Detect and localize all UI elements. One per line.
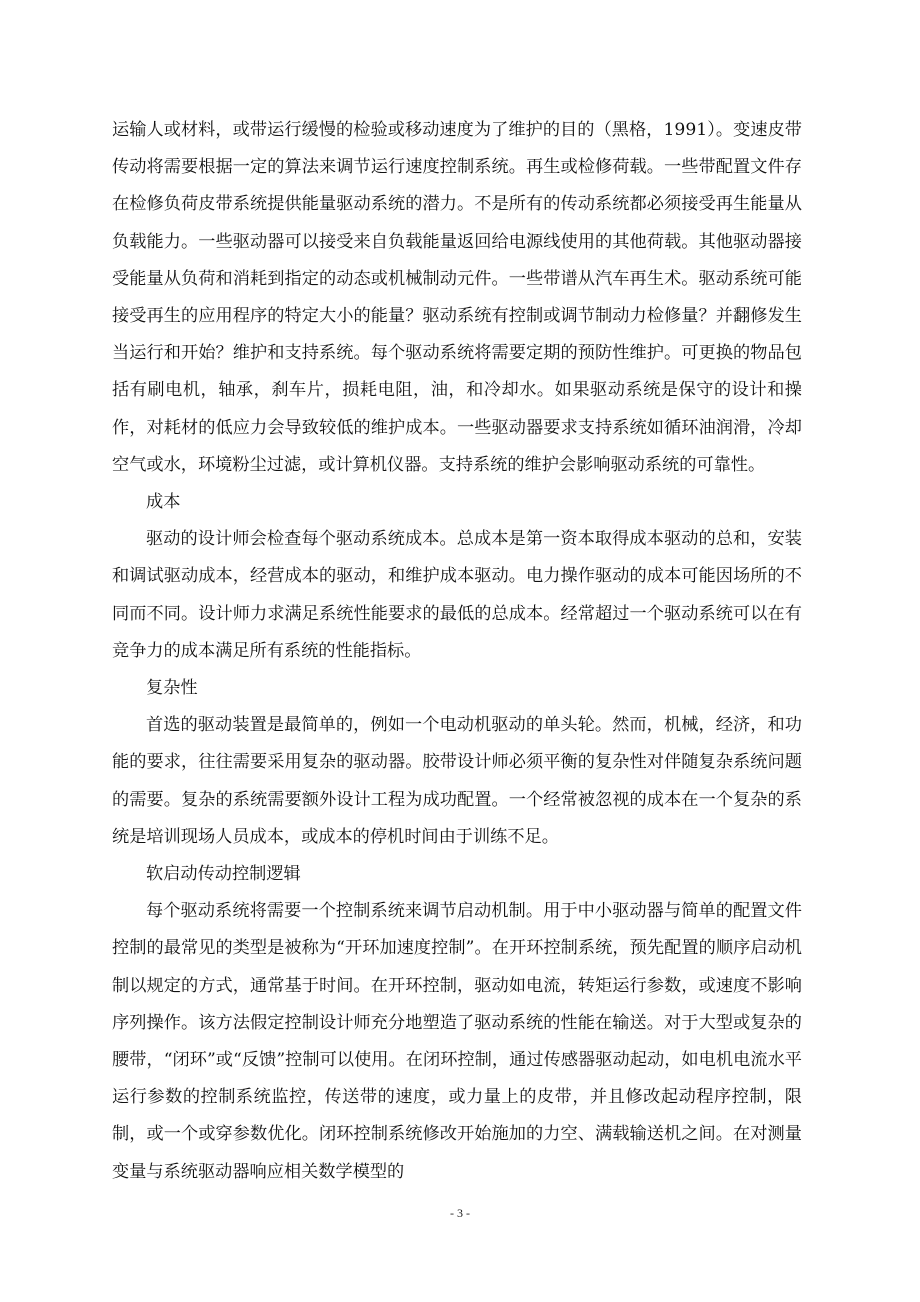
paragraph-soft-start-control: 每个驱动系统将需要一个控制系统来调节启动机制。用于中小驱动器与简单的配置文件控制的最常见的类型是被称为“开环加速度控制”。在开环控制系统，预先配置的顺序启动机制以规定的方式，通常基于时间。在开环控制，驱动如电流，转矩运行参数，或速度不影响序列操作。该方法假定控制设计师充分地塑造了驱动系统的性能在输送。对于大型或复杂的腰带，“闭环”或“反馈”控制可以使用。在闭环控制，通过传感器驱动起动，如电机电流水平运行参数的控制系统监控，传送带的速度，或力量上的皮带，并且修改起动程序控制，限制，或一个或穿参数优化。闭环控制系统修改开始施加的力空、满载输送机之间。在对测量变量与系统驱动器响应相关数学模型的: [112, 901, 802, 1182]
paragraph-complexity: 首选的驱动装置是最简单的，例如一个电动机驱动的单头轮。然而，机械，经济，和功能的要求，往往需要采用复杂的驱动器。胶带设计师必须平衡的复杂性对伴随复杂系统问题的需要。复杂的系统需要额外设计工程为成功配置。一个经常被忽视的成本在一个复杂的系统是培训现场人员成本，或成本的停机时间由于训练不足。: [112, 715, 802, 847]
section-heading-cost: 成本: [146, 492, 181, 513]
section-heading-soft-start-control: 软启动传动控制逻辑: [146, 864, 301, 885]
paragraph-cost: 驱动的设计师会检查每个驱动系统成本。总成本是第一资本取得成本驱动的总和，安装和调试驱动成本，经营成本的驱动，和维护成本驱动。电力操作驱动的成本可能因场所的不同而不同。设计师力求满足系统性能要求的最低的总成本。经常超过一个驱动系统可以在有竞争力的成本满足所有系统的性能指标。: [112, 529, 802, 661]
page-body: [112, 112, 802, 1191]
paragraph-maintenance-support: 运输人或材料，或带运行缓慢的检验或移动速度为了维护的目的（黑格，1991）。变速皮带传动将需要根据一定的算法来调节运行速度控制系统。再生或检修荷载。一些带配置文件存在检修负荷皮带系统提供能量驱动系统的潜力。不是所有的传动系统都必须接受再生能量从负载能力。一些驱动器可以接受来自负载能量返回给电源线使用的其他荷载。其他驱动器接受能量从负荷和消耗到指定的动态或机械制动元件。一些带谱从汽车再生术。驱动系统可能接受再生的应用程序的特定大小的能量？驱动系统有控制或调节制动力检修量？并翻修发生当运行和开始？维护和支持系统。每个驱动系统将需要定期的预防性维护。可更换的物品包括有刷电机，轴承，刹车片，损耗电阻，油，和冷却水。如果驱动系统是保守的设计和操作，对耗材的低应力会导致较低的维护成本。一些驱动器要求支持系统如循环油润滑，冷却空气或水，环境粉尘过滤，或计算机仪器。支持系统的维护会影响驱动系统的可靠性。: [112, 120, 802, 475]
section-heading-complexity: 复杂性: [146, 678, 198, 699]
page-number: - 3 -: [450, 1206, 470, 1220]
